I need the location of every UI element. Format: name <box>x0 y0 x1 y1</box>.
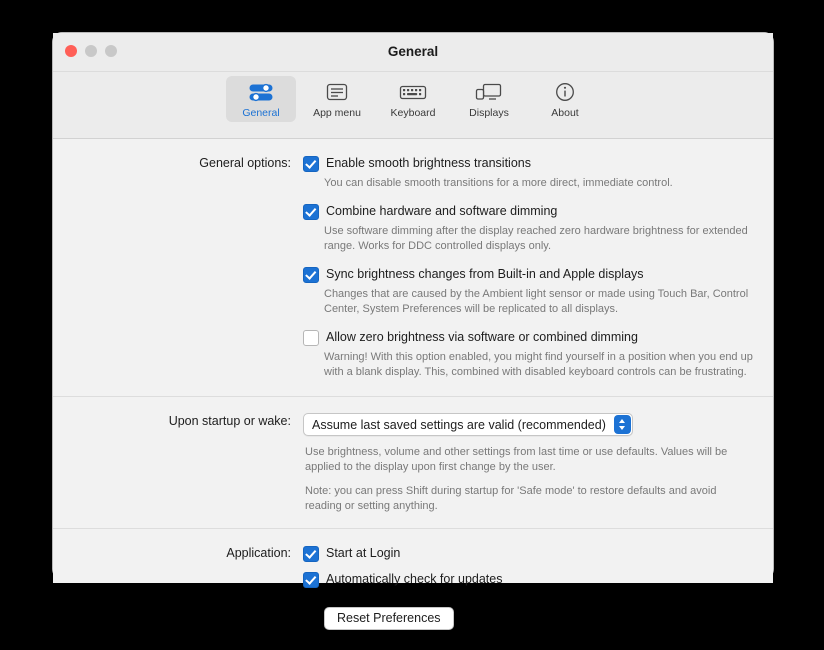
window-title: General <box>387 44 439 59</box>
sliders-icon <box>248 80 274 104</box>
option-sync-brightness[interactable] <box>303 266 755 283</box>
toolbar-tab-displays[interactable] <box>454 76 524 122</box>
toolbar-tab-keyboard-label: Keyboard <box>390 107 436 119</box>
option-start-at-login[interactable] <box>303 545 755 562</box>
startup-behavior-select[interactable] <box>303 413 633 436</box>
sync-brightness-checkbox[interactable] <box>303 267 319 283</box>
toolbar-tab-app-menu-label: App menu <box>313 107 361 119</box>
section-startup-label: Upon startup or wake: <box>168 414 291 428</box>
smooth-transitions-label: Enable smooth brightness transitions <box>326 156 531 170</box>
allow-zero-brightness-hint: Warning! With this option enabled, you might find yourself in a position when you end up with a blank display. This, combined with disabled keyboard controls can be frustrating. <box>324 351 753 378</box>
startup-safe-mode-note: Note: you can press Shift during startup for 'Safe mode' to restore defaults and avoid reading or setting anything. <box>305 485 717 512</box>
preferences-toolbar <box>53 72 773 139</box>
sync-brightness-hint: Changes that are caused by the Ambient light sensor or made using Touch Bar, Control Center, System Preferences will be replicated to all displays. <box>324 288 749 315</box>
allow-zero-brightness-checkbox[interactable] <box>303 330 319 346</box>
start-at-login-label: Start at Login <box>326 546 401 560</box>
toolbar-tab-about[interactable] <box>530 76 600 122</box>
preferences-window <box>52 32 774 625</box>
toolbar-tab-about-label: About <box>551 107 579 119</box>
option-combine-dimming[interactable] <box>303 203 755 220</box>
section-general-options <box>53 139 773 396</box>
combine-dimming-label: Combine hardware and software dimming <box>326 204 558 218</box>
section-startup <box>53 396 773 528</box>
toolbar-tab-general-label: General <box>242 107 280 119</box>
menu-icon <box>325 80 349 104</box>
section-application <box>53 528 773 644</box>
toolbar-tab-app-menu[interactable] <box>302 76 372 122</box>
displays-icon <box>475 80 503 104</box>
toolbar-tab-keyboard[interactable] <box>378 76 448 122</box>
option-auto-check-updates[interactable] <box>303 571 755 588</box>
info-icon <box>554 80 576 104</box>
start-at-login-checkbox[interactable] <box>303 546 319 562</box>
option-allow-zero-brightness[interactable] <box>303 329 755 346</box>
smooth-transitions-hint: You can disable smooth transitions for a more direct, immediate control. <box>324 177 673 189</box>
toolbar-tab-general[interactable] <box>226 76 296 122</box>
section-application-label: Application: <box>226 546 291 560</box>
preferences-content <box>53 139 773 625</box>
chevron-updown-icon[interactable] <box>614 415 631 434</box>
section-general-options-label: General options: <box>199 156 291 170</box>
startup-behavior-value: Assume last saved settings are valid (recommended) <box>312 417 606 432</box>
auto-check-updates-label: Automatically check for updates <box>326 572 503 586</box>
sync-brightness-label: Sync brightness changes from Built-in and Apple displays <box>326 267 644 281</box>
window-titlebar <box>53 33 773 72</box>
keyboard-icon <box>399 80 427 104</box>
combine-dimming-hint: Use software dimming after the display reached zero hardware brightness for extended range. Works for DDC controlled displays only. <box>324 225 748 252</box>
allow-zero-brightness-label: Allow zero brightness via software or combined dimming <box>326 330 638 344</box>
toolbar-tab-displays-label: Displays <box>469 107 509 119</box>
combine-dimming-checkbox[interactable] <box>303 204 319 220</box>
reset-preferences-button[interactable]: Reset Preferences <box>324 607 454 630</box>
option-smooth-transitions[interactable] <box>303 155 755 172</box>
startup-description: Use brightness, volume and other settings from last time or use defaults. Values will be applied to the display upon first change by the user. <box>305 446 728 473</box>
auto-check-updates-checkbox[interactable] <box>303 572 319 588</box>
smooth-transitions-checkbox[interactable] <box>303 156 319 172</box>
